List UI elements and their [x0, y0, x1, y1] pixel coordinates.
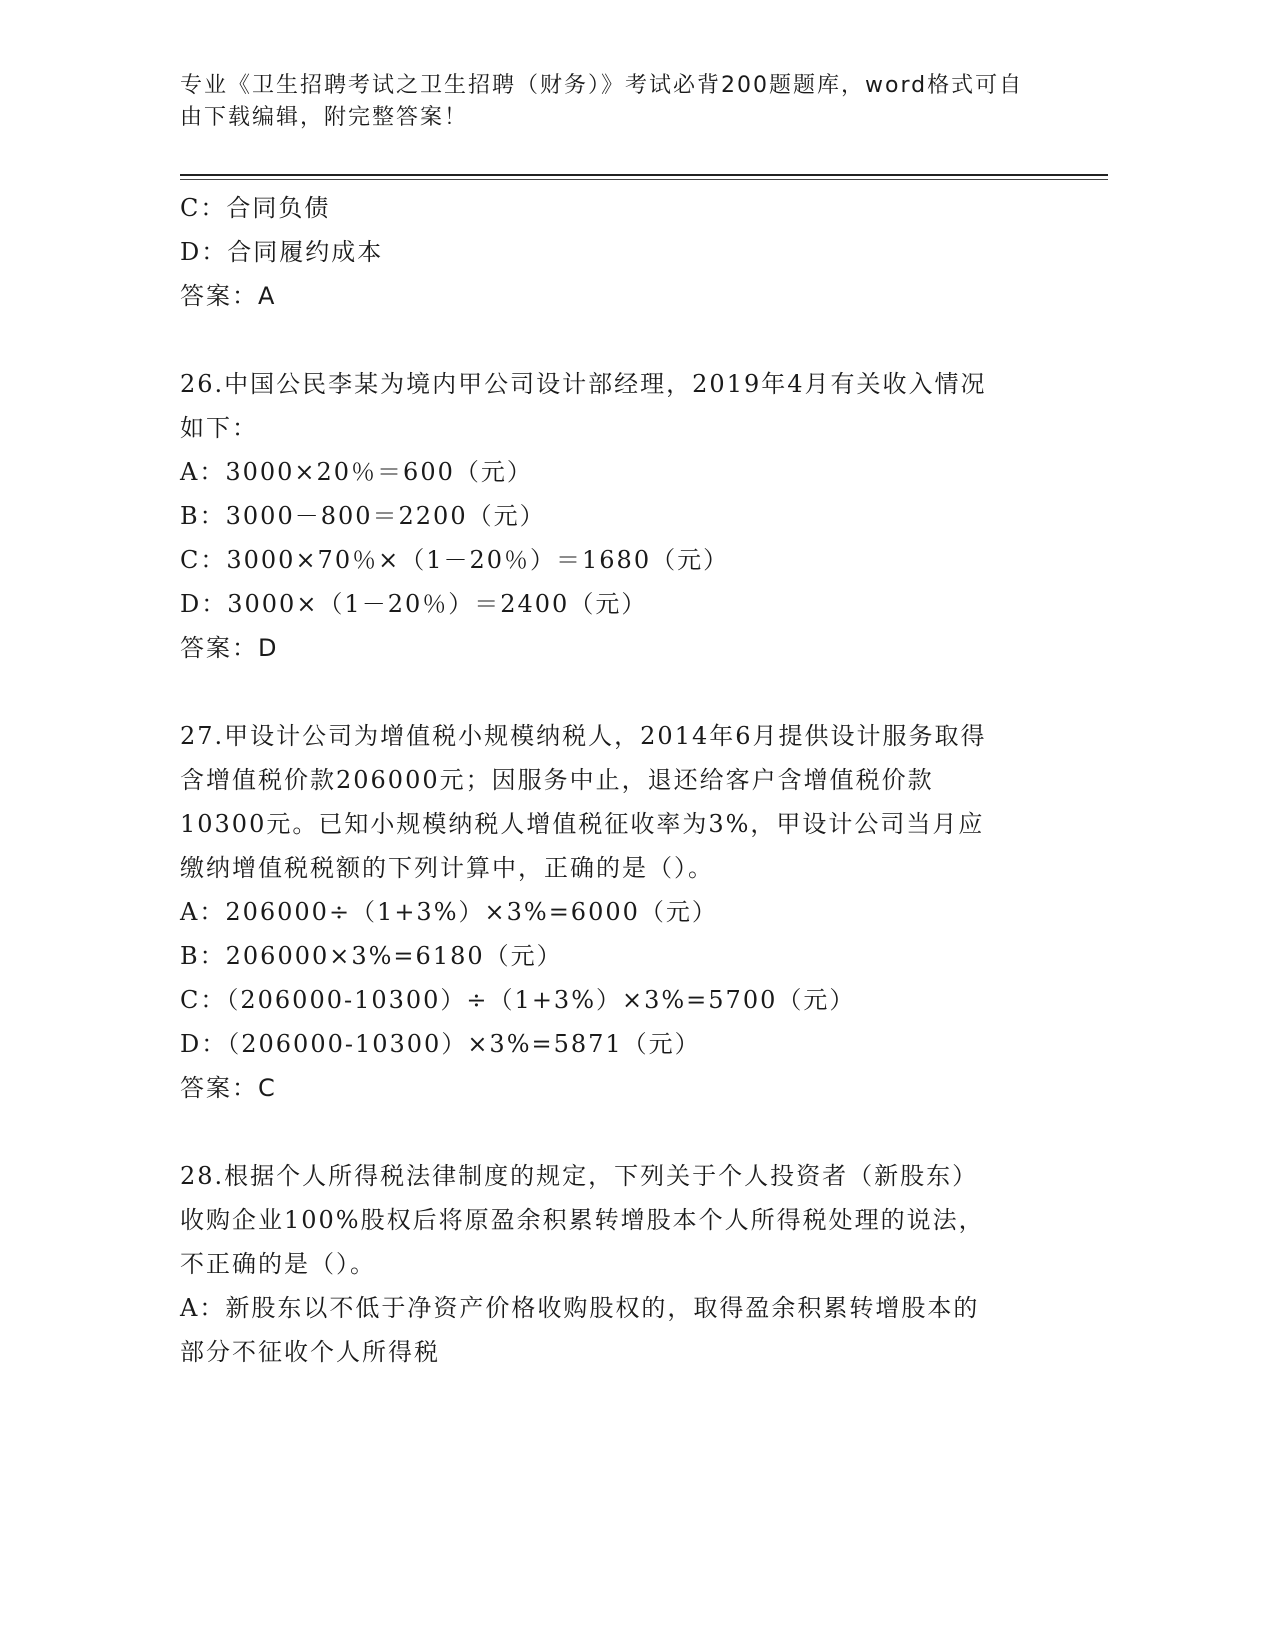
header-line-2: 由下载编辑，附完整答案！ — [180, 105, 469, 130]
answer-line: 答案：A — [180, 282, 277, 310]
header-divider-thick — [180, 174, 1108, 176]
option-a: A：3000×20％＝600（元） — [180, 458, 533, 486]
question-stem-line: 收购企业100%股权后将原盈余积累转增股本个人所得税处理的说法， — [180, 1206, 985, 1234]
question-stem-line: 27.甲设计公司为增值税小规模纳税人，2014年6月提供设计服务取得 — [180, 722, 987, 750]
option-a: A：206000÷（1+3%）×3%=6000（元） — [180, 898, 718, 926]
option-c: C：（206000-10300）÷（1+3%）×3%=5700（元） — [180, 986, 856, 1014]
question-stem-line: 如下： — [180, 414, 258, 442]
document-header — [180, 70, 1040, 134]
option-c: C：3000×70％×（1－20％）＝1680（元） — [180, 546, 730, 574]
question-25-tail — [180, 186, 1060, 318]
header-divider-thin — [180, 179, 1108, 180]
option-d: D：合同履约成本 — [180, 238, 384, 266]
option-a: A：新股东以不低于净资产价格收购股权的，取得盈余积累转增股本的 — [180, 1294, 980, 1322]
question-stem-line: 28.根据个人所得税法律制度的规定，下列关于个人投资者（新股东） — [180, 1162, 979, 1190]
answer-line: 答案：D — [180, 634, 279, 662]
question-26 — [180, 362, 1060, 670]
option-b: B：3000－800＝2200（元） — [180, 502, 546, 530]
question-stem-line: 26.中国公民李某为境内甲公司设计部经理，2019年4月有关收入情况 — [180, 370, 987, 398]
option-d: D：3000×（1－20％）＝2400（元） — [180, 590, 648, 618]
answer-line: 答案：C — [180, 1074, 277, 1102]
question-27 — [180, 714, 1060, 1110]
document-body — [180, 186, 1060, 1374]
question-28 — [180, 1154, 1060, 1374]
question-stem-line: 10300元。已知小规模纳税人增值税征收率为3%，甲设计公司当月应 — [180, 810, 985, 838]
spacer — [180, 318, 1060, 362]
option-c: C：合同负债 — [180, 194, 331, 222]
option-b: B：206000×3%=6180（元） — [180, 942, 563, 970]
question-stem-line: 含增值税价款206000元；因服务中止，退还给客户含增值税价款 — [180, 766, 934, 794]
header-line-1: 专业《卫生招聘考试之卫生招聘（财务）》考试必背200题题库，word格式可自 — [180, 73, 1024, 98]
question-stem-line: 缴纳增值税税额的下列计算中，正确的是（）。 — [180, 854, 714, 882]
spacer — [180, 670, 1060, 714]
question-stem-line: 不正确的是（）。 — [180, 1250, 376, 1278]
option-a-continuation: 部分不征收个人所得税 — [180, 1338, 440, 1366]
option-d: D：（206000-10300）×3%=5871（元） — [180, 1030, 701, 1058]
spacer — [180, 1110, 1060, 1154]
